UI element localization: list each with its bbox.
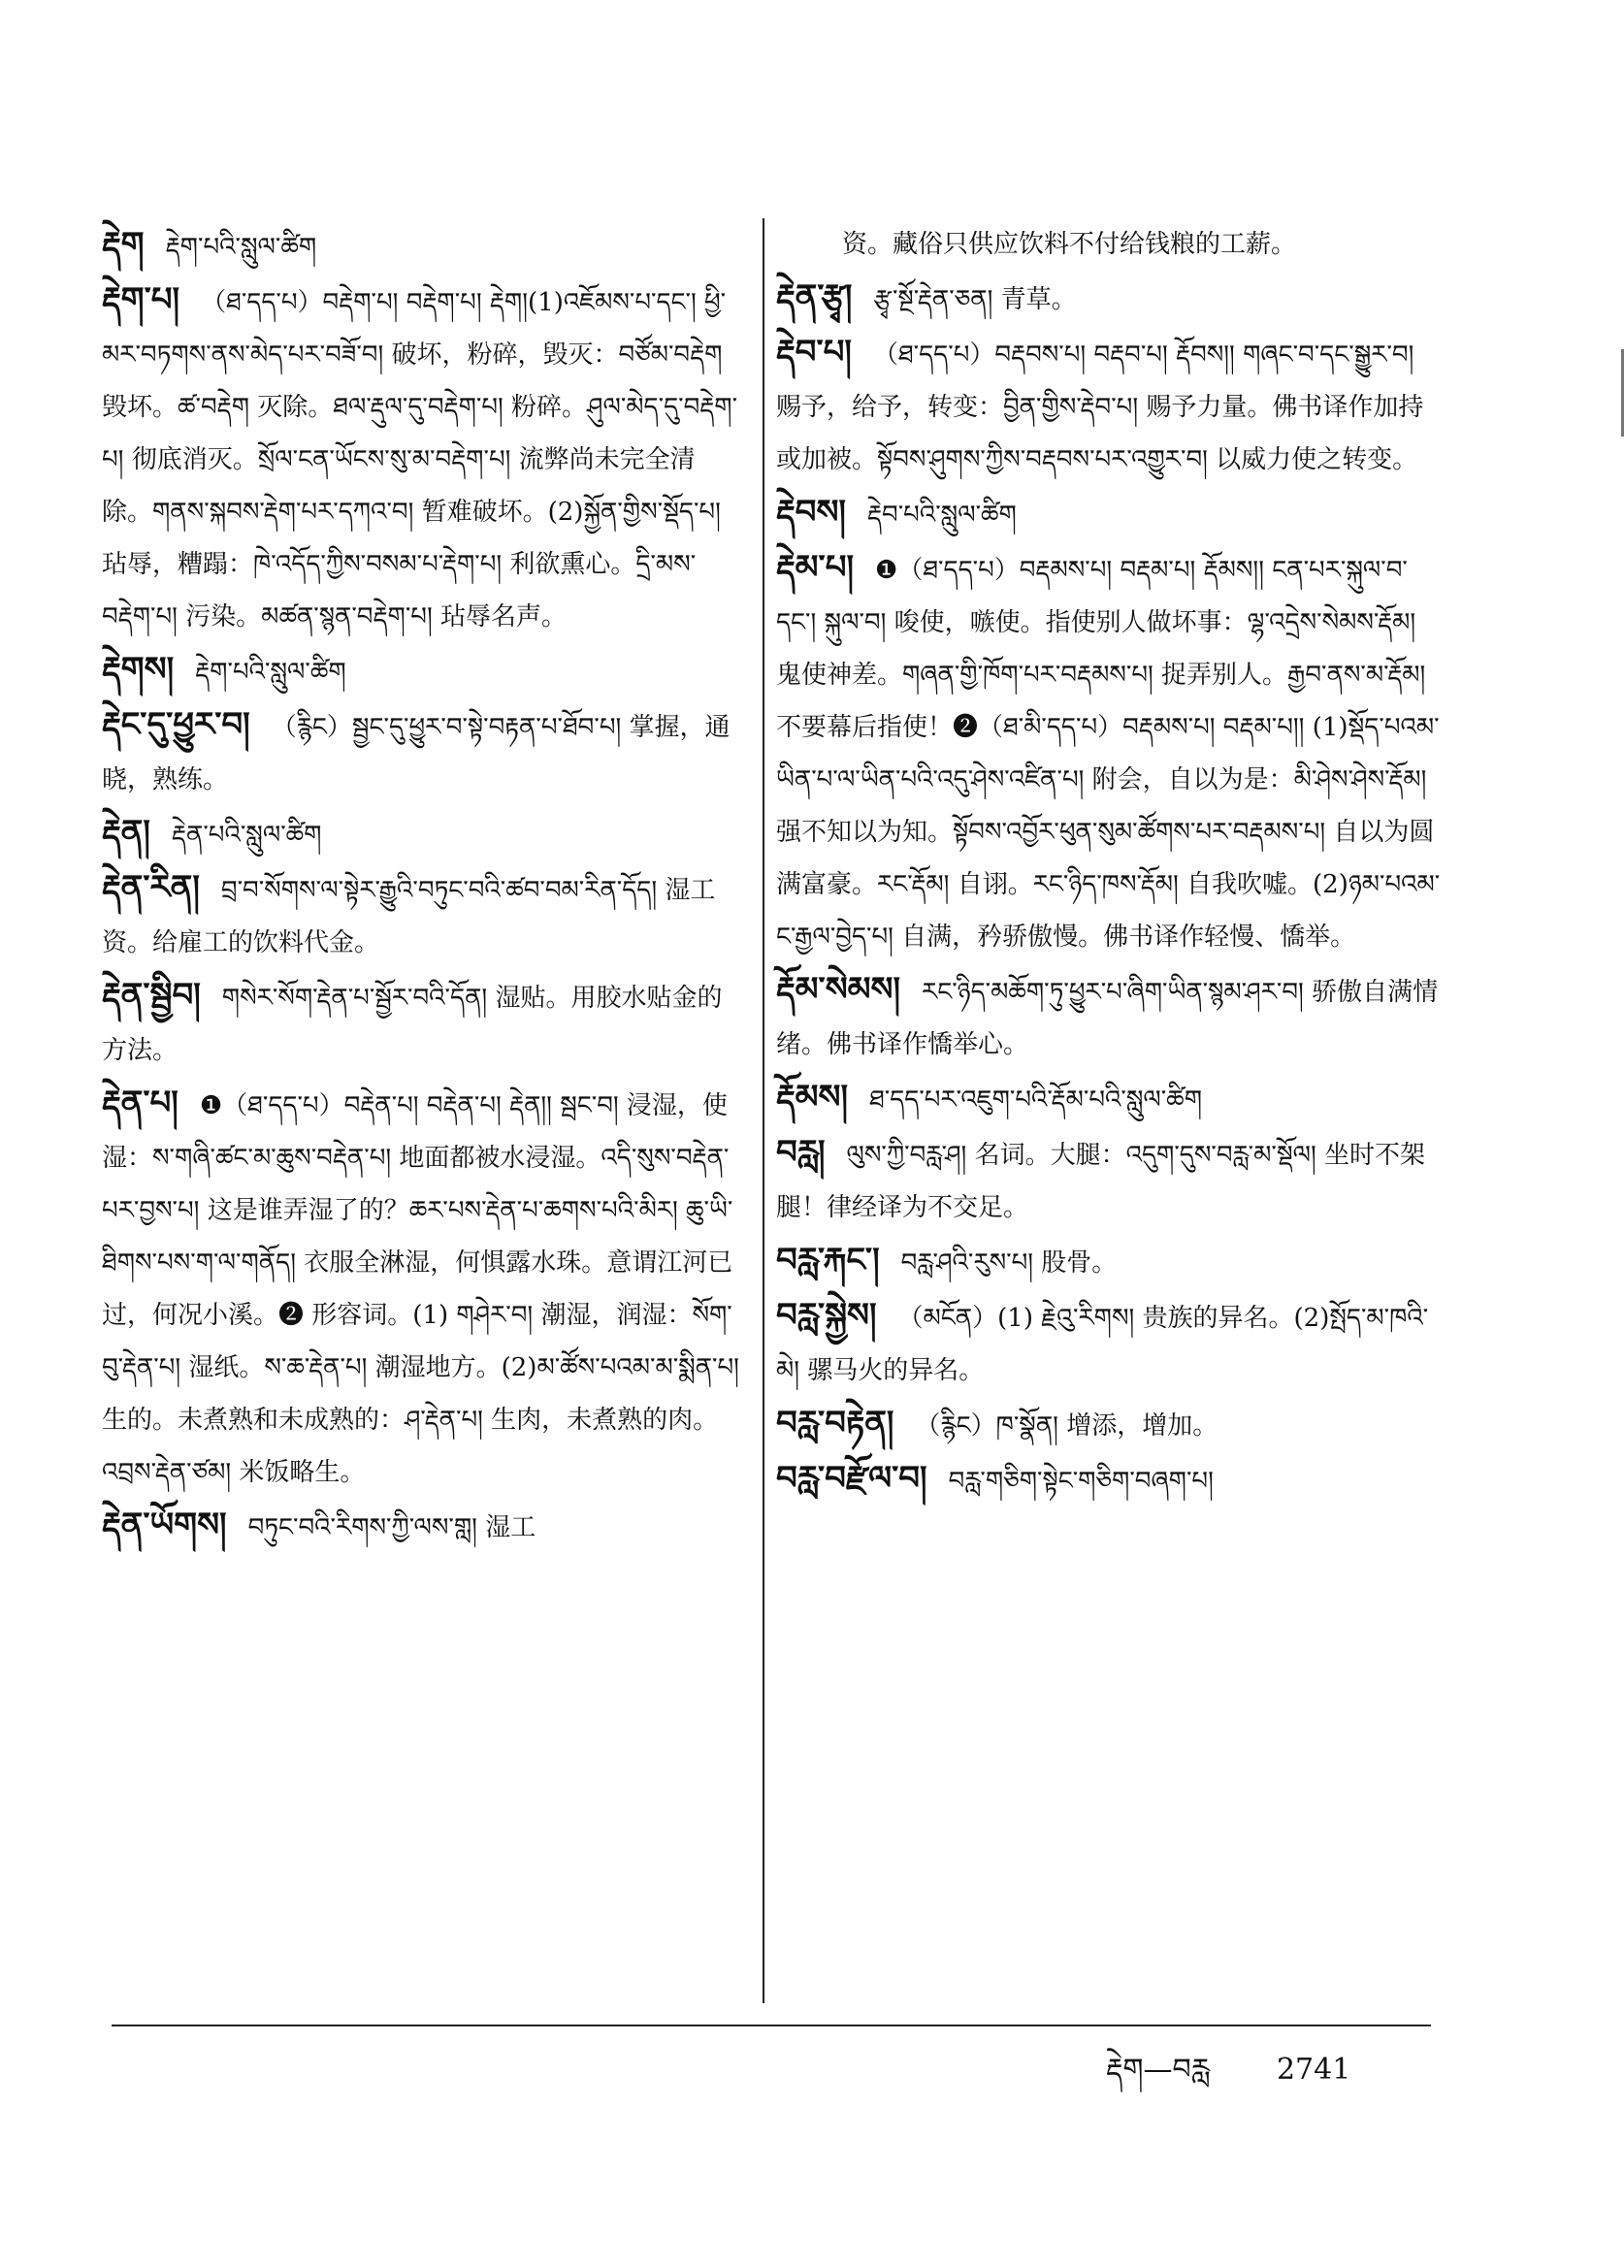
entry-headword: རྡེན་ཡོགས། (102, 1506, 227, 1544)
entry-definition: རྩྭ་སྔོ་རྡེན་ཅན། 青草。 (873, 285, 1077, 314)
entry-headword: རྡེབས། (776, 493, 846, 532)
dictionary-entry (776, 1397, 1445, 1452)
entry-headword: བརླ། (776, 1133, 826, 1172)
left-column (102, 218, 742, 1554)
dictionary-entry (102, 806, 742, 861)
dictionary-entry (776, 541, 1445, 963)
entry-headword: རྡེན་རྩྭ། (776, 277, 853, 316)
entry-definition: （ཐ་དད་པ）བརྡབས་པ། བརྡབ་པ། རྡོབས།། གཞང་བ་དང་སྒྱུར་བ། 赐予，给予，转变：བྱིན་གྱིས་རྡེབ་པ། 赐予力量。佛书译作加持或加被。སྟོབས་ཤུགས་ཀྱིས་བརྡབས་པར་འགྱུར་བ། 以威力使之转变。 (776, 340, 1424, 474)
dictionary-entry (776, 1126, 1445, 1234)
dictionary-entry (776, 271, 1445, 326)
entry-headword: རྡེབ་པ། (776, 333, 852, 372)
entry-headword: རྡོམས། (776, 1078, 849, 1117)
dictionary-entry (102, 698, 742, 806)
dictionary-entry (776, 963, 1445, 1071)
entry-definition: བཏུང་བའི་རིགས་ཀྱི་ལས་གླ། 湿工 (247, 1513, 536, 1542)
entry-headword: བརླ་རྐང་། (776, 1241, 880, 1280)
right-column (776, 218, 1445, 1507)
page-footer (1106, 2037, 1350, 2119)
entry-headword: རྡེག (102, 225, 145, 264)
entry-headword: རྡེན་རིན། (102, 868, 200, 907)
entry-definition: རྡེབ་པའི་སླུལ་ཚིག (866, 501, 1017, 530)
entry-headword: རྡེང་དུ་ཕྱུར་བ། (102, 705, 250, 744)
entry-headword: རྡེག་པ། (102, 280, 180, 319)
entry-headword: བརླ་བརྫོལ་བ། (776, 1459, 927, 1498)
entry-definition: རང་ཉིད་མཆོག་ཏུ་ཕྱུར་པ་ཞིག་ཡིན་སྙམ་ཤར་བ། 骄傲自满情绪。佛书译作憍举心。 (776, 978, 1439, 1059)
entry-definition: ཐ་དད་པར་འཇུག་པའི་རྡོམ་པའི་སླུལ་ཚིག (869, 1085, 1203, 1115)
dictionary-entry (776, 1234, 1445, 1289)
dictionary-entry (102, 218, 742, 274)
entry-headword: རྡེགས། (102, 650, 175, 689)
entry-definition: གསེར་སོག་རྡེན་པ་སྦྱོར་བའི་དོན། 湿贴。用胶水贴金的方法。 (102, 984, 723, 1065)
entry-definition: （རྙིང）སྦྱང་དུ་ཕྱུར་བ་སྟེ་བརྟན་པ་ཐོབ་པ། 掌握，通晓，熟练。 (102, 713, 731, 794)
entry-definition: 资。藏俗只供应饮料不付给钱粮的工薪。 (842, 230, 1297, 259)
dictionary-entry (776, 486, 1445, 541)
entry-headword: རྡེན། (102, 813, 150, 852)
page-range: རྡེག—བརླ (1106, 2053, 1210, 2087)
dictionary-entry (102, 1499, 742, 1554)
entry-definition: ❶（ཐ་དད་པ）བརྡེན་པ། བརྡེན་པ། རྡེན།། སྦང་བ། 浸湿，使湿：ས་གཞི་ཚང་མ་ཆུས་བརྡེན་པ། 地面都被水浸湿。འདི་སུས་བརྡེན་པར་བྱས་པ། 这是谁弄湿了的？ཆར་པས་རྡེན་པ་ཆགས་པའི་མིར། ཆུ་ཡི་ཐིགས་པས་ག་ལ་གནོད། 衣服全淋湿，何惧露水珠。意谓江河已过，何况小溪。❷ 形容词。(1) གཤེར་བ། 潮湿，润湿：སོག་བུ་རྡེན་པ། 湿纸。ས་ཆ་རྡེན་པ། 潮湿地方。(2)མ་ཚོས་པའམ་མ་སྨིན་པ། 生的。未煮熟和未成熟的：ཤ་རྡེན་པ། 生肉，未煮熟的肉。འབྲས་རྡེན་ཙམ། 米饭略生。 (102, 1091, 739, 1487)
entry-definition: རྡེན་པའི་སླུལ་ཚིག (171, 821, 322, 850)
entry-definition: ལུས་ཀྱི་བརླ་ཤ། 名词。大腿：འདུག་དུས་བརླ་མ་སྡོལ། 坐时不架腿！律经译为不交足。 (776, 1141, 1426, 1222)
dictionary-entry (776, 218, 1445, 271)
entry-definition: ❶（ཐ་དད་པ）བརྡམས་པ། བརྡམ་པ། རྡོམས།། ངན་པར་སྐུལ་བ་དང་། སྐུལ་བ། 唆使，嗾使。指使别人做坏事：ལྷ་འདྲེས་སེམས་རྡོམ། 鬼使神差。གཞན་གྱི་ཁོག་པར་བརྡམས་པ། 捉弄别人。རྒྱབ་ནས་མ་རྡོམ། 不要幕后指使！❷（ཐ་མི་དད་པ）བརྡམས་པ། བརྡམ་པ།། (1)སྡོད་པའམ་ཡིན་པ་ལ་ཡིན་པའི་འདུ་ཤེས་འཛིན་པ། 附会，自以为是：མི་ཤེས་ཤེས་རྡོམ། 强不知以为知。སྟོབས་འབྱོར་ཕུན་སུམ་ཚོགས་པར་བརྡམས་པ། 自以为圆满富豪。རང་རྡོམ། 自诩。རང་ཉིད་ཁས་རྡོམ། 自我吹嘘。(2)ཉམ་པའམ་ང་རྒྱལ་བྱེད་པ། 自满，矜骄傲慢。佛书译作轻慢、憍举。 (776, 556, 1441, 952)
page-number: 2741 (1276, 2053, 1351, 2087)
entry-definition: རྡེག་པའི་སླུལ་ཚིག (195, 658, 346, 687)
dictionary-entry (102, 969, 742, 1077)
entry-definition: བྲ་བ་སོགས་ལ་སྟེར་རྒྱུའི་བཏུང་བའི་ཚབ་བམ་རིན་དོད། 湿工资。给雇工的饮料代金。 (102, 876, 716, 957)
dictionary-entry (776, 1071, 1445, 1126)
entry-headword: བརླ་བརྟེན། (776, 1404, 894, 1442)
entry-definition: བརླ་ཤའི་རུས་པ། 股骨。 (900, 1248, 1118, 1278)
dictionary-entry (102, 861, 742, 969)
dictionary-entry (102, 643, 742, 698)
entry-headword: རྡོམ་སེམས། (776, 970, 901, 1009)
entry-headword: བརླ་སྐྱེས། (776, 1296, 877, 1335)
dictionary-entry (102, 1077, 742, 1499)
entry-headword: རྡེན་པ། (102, 1084, 179, 1122)
entry-headword: རྡེན་སྦྱིབ། (102, 976, 201, 1015)
footer-rule (112, 2025, 1431, 2026)
entry-definition: （ཐ་དད་པ）བརྡེག་པ། བརྡེག་པ། རྡེག།(1)འཇོམས་པ་དང་། ཕྱི་མར་བཏགས་ནས་མེད་པར་བཟོ་བ། 破坏，粉碎，毁灭：བཙོམ་བརྡེག 毁坏。ཚ་བརྡེག 灭除。ཐལ་རྡུལ་དུ་བརྡེག་པ། 粉碎。ཤུལ་མེད་དུ་བརྡེག་པ། 彻底消灭。སྲོལ་ངན་ཡོངས་སུ་མ་བརྡེག་པ། 流弊尚未完全清除。གནས་སྐབས་རྡེག་པར་དཀའ་བ། 暂难破坏。(2)སྐྱོན་གྱིས་སྡོད་པ། 玷辱，糟蹋：ཁེ་འདོད་ཀྱིས་བསམ་པ་རྡེག་པ། 利欲熏心。དྲི་མས་བརྡེག་པ། 污染。མཚན་སྙན་བརྡེག་པ། 玷辱名声。 (102, 288, 738, 632)
column-divider (763, 218, 764, 2003)
dictionary-entry (776, 326, 1445, 486)
dictionary-entry (102, 274, 742, 643)
entry-definition: བརླ་གཅིག་སྟེང་གཅིག་བཞག་པ། (948, 1467, 1214, 1496)
entry-headword: རྡེམ་པ། (776, 548, 855, 587)
dictionary-entry (776, 1289, 1445, 1397)
entry-definition: （རྙིང）ཁ་སྣོན། 增添，增加。 (915, 1411, 1218, 1441)
dictionary-entry (776, 1452, 1445, 1507)
entry-definition: （མངོན）(1) རྗེའུ་རིགས། 贵族的异名。(2)སྤོད་མ་ཁའི་མེ། 骡马火的异名。 (776, 1304, 1429, 1385)
entry-definition: རྡེག་པའི་སླུལ་ཚིག (165, 233, 317, 262)
